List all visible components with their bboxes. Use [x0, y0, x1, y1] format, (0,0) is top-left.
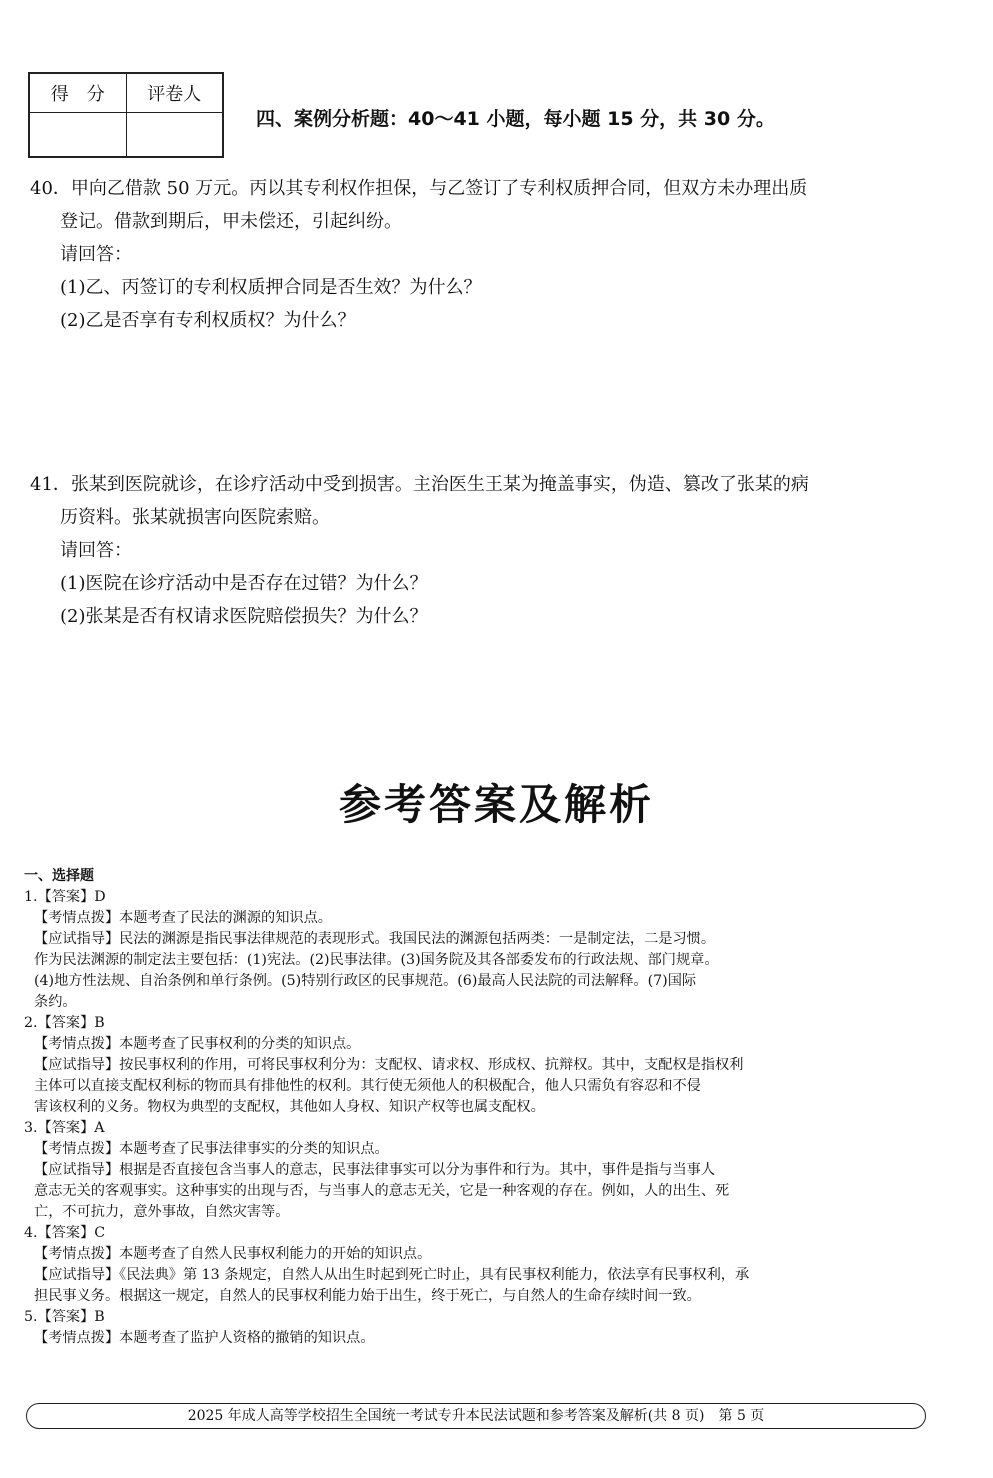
answer-2-head: 2.【答案】B — [24, 1015, 105, 1031]
question-40-line-2: 登记。借款到期后，甲未偿还，引起纠纷。 — [60, 211, 402, 232]
answer-3-head: 3.【答案】A — [24, 1120, 105, 1136]
answer-2-kao: 【考情点拨】本题考查了民事权利的分类的知识点。 — [34, 1036, 361, 1052]
answer-item-5 — [24, 1307, 944, 1349]
answer-1-kao: 【考情点拨】本题考查了民法的渊源的知识点。 — [34, 910, 332, 926]
answer-4-head: 4.【答案】C — [24, 1225, 106, 1241]
answer-1-ying-1: 【应试指导】民法的渊源是指民事法律规范的表现形式。我国民法的渊源包括两类：一是制定法，二是习惯。 — [34, 931, 716, 947]
answers-title: 参考答案及解析 — [338, 780, 654, 829]
question-40-sub-1: (1)乙、丙签订的专利权质押合同是否生效？为什么？ — [60, 277, 482, 298]
score-cell — [29, 113, 126, 158]
grader-column-header: 评卷人 — [126, 73, 223, 113]
question-41-sub-1: (1)医院在诊疗活动中是否存在过错？为什么？ — [60, 573, 428, 594]
answer-2-ying-3: 害该权利的义务。物权为典型的支配权，其他如人身权、知识产权等也属支配权。 — [34, 1099, 545, 1115]
question-41-line-1: 41．张某到医院就诊，在诊疗活动中受到损害。主治医生王某为掩盖事实，伪造、篡改了张某的病 — [30, 474, 809, 495]
answer-2-ying-1: 【应试指导】按民事权利的作用，可将民事权利分为：支配权、请求权、形成权、抗辩权。其中，支配权是指权利 — [34, 1057, 744, 1073]
answer-item-3 — [24, 1118, 944, 1223]
answer-3-ying-1: 【应试指导】根据是否直接包含当事人的意志，民事法律事实可以分为事件和行为。其中，事件是指与当事人 — [34, 1162, 716, 1178]
answer-4-kao: 【考情点拨】本题考查了自然人民事权利能力的开始的知识点。 — [34, 1246, 432, 1262]
answer-2-ying-2: 主体可以直接支配权利标的物而具有排他性的权利。其行使无须他人的积极配合，他人只需负有容忍和不侵 — [34, 1078, 701, 1094]
question-41-sub-2: (2)张某是否有权请求医院赔偿损失？为什么？ — [60, 606, 428, 627]
answer-5-kao: 【考情点拨】本题考查了监护人资格的撤销的知识点。 — [34, 1330, 375, 1346]
answer-4-ying-1: 【应试指导】《民法典》第 13 条规定，自然人从出生时起到死亡时止，具有民事权利能力，依法享有民事权利，承 — [34, 1267, 750, 1283]
answers-section-heading: 一、选择题 — [24, 868, 94, 884]
answer-1-ying-3: (4)地方性法规、自治条例和单行条例。(5)特别行政区的民事规范。(6)最高人民法院的司法解释。(7)国际 — [34, 973, 697, 989]
score-table — [28, 72, 224, 158]
question-41 — [30, 468, 809, 633]
answers-section — [24, 866, 944, 1349]
answer-4-ying-2: 担民事义务。根据这一规定，自然人的民事权利能力始于出生，终于死亡，与自然人的生命存续时间一致。 — [34, 1288, 701, 1304]
question-40-line-1: 40．甲向乙借款 50 万元。丙以其专利权作担保，与乙签订了专利权质押合同，但双方未办理出质 — [30, 178, 808, 199]
score-column-header: 得 分 — [29, 73, 126, 113]
section-heading: 四、案例分析题：40～41 小题，每小题 15 分，共 30 分。 — [256, 108, 775, 130]
answer-item-1 — [24, 887, 944, 1013]
question-40 — [30, 172, 807, 337]
question-40-sub-2: (2)乙是否享有专利权质权？为什么？ — [60, 310, 356, 331]
answer-1-head: 1.【答案】D — [24, 889, 106, 905]
answer-1-ying-4: 条约。 — [34, 994, 77, 1010]
answer-3-kao: 【考情点拨】本题考查了民事法律事实的分类的知识点。 — [34, 1141, 389, 1157]
answer-item-2 — [24, 1013, 944, 1118]
answer-1-ying-2: 作为民法渊源的制定法主要包括：(1)宪法。(2)民事法律。(3)国务院及其各部委发布的行政法规、部门规章。 — [34, 952, 719, 968]
question-41-line-2: 历资料。张某就损害向医院索赔。 — [60, 507, 330, 528]
question-40-prompt: 请回答： — [60, 244, 132, 265]
answer-3-ying-3: 亡，不可抗力，意外事故，自然灾害等。 — [34, 1204, 290, 1220]
answer-5-head: 5.【答案】B — [24, 1309, 105, 1325]
grader-cell — [126, 113, 223, 158]
question-41-prompt: 请回答： — [60, 540, 132, 561]
answer-3-ying-2: 意志无关的客观事实。这种事实的出现与否，与当事人的意志无关，它是一种客观的存在。例如，人的出生、死 — [34, 1183, 730, 1199]
answer-item-4 — [24, 1223, 944, 1307]
page-footer: 2025 年成人高等学校招生全国统一考试专升本民法试题和参考答案及解析(共 8 页) 第 5 页 — [26, 1403, 926, 1429]
